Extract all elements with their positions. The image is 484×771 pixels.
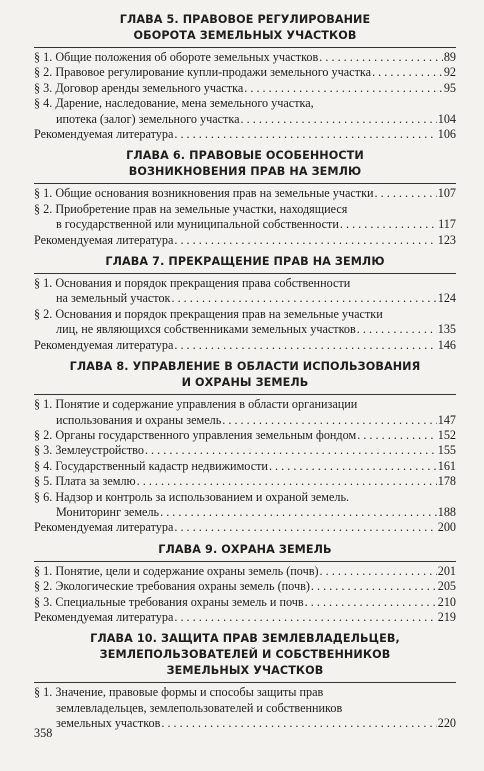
- chapter-title-line: ЗЕМЕЛЬНЫХ УЧАСТКОВ: [166, 664, 324, 678]
- toc-entry-last-line: [34, 505, 456, 520]
- toc-entry-line: § 2. Приобретение прав на земельные участки, находящиеся: [34, 201, 348, 216]
- dot-leader: [244, 81, 443, 96]
- toc-page-ref: 107: [437, 186, 456, 201]
- toc-entry: [34, 610, 456, 625]
- chapter-title: [34, 631, 456, 679]
- dot-leader: [269, 459, 437, 474]
- toc-entry: [34, 564, 456, 579]
- dot-leader: [174, 233, 436, 248]
- chapter-title: [34, 254, 456, 270]
- toc-entry-last-line: [34, 291, 456, 306]
- toc-entry-text: Рекомендуемая литература: [34, 127, 174, 142]
- toc-page-ref: 200: [437, 520, 456, 535]
- toc-entry: [34, 276, 456, 307]
- toc-entry-text: § 3. Специальные требования охраны земель и почв: [34, 594, 304, 609]
- dot-leader: [241, 112, 437, 127]
- chapter-title-line: ГЛАВА 9. ОХРАНА ЗЕМЕЛЬ: [158, 542, 332, 556]
- chapter-title-line: ГЛАВА 5. ПРАВОВОЕ РЕГУЛИРОВАНИЕ: [119, 13, 371, 26]
- dot-leader: [320, 564, 437, 579]
- dot-leader: [160, 505, 437, 520]
- chapter-6: [34, 148, 456, 254]
- dot-leader: [340, 217, 437, 232]
- toc-entry-last-line: [34, 65, 456, 80]
- toc-entry-text: земельных участков: [56, 716, 161, 731]
- toc-entry-last-line: [34, 564, 456, 579]
- chapter-title-line: ЗЕМЛЕПОЛЬЗОВАТЕЛЕЙ И СОБСТВЕННИКОВ: [99, 648, 391, 662]
- table-of-contents: [34, 12, 456, 732]
- toc-page-ref: 104: [437, 111, 456, 126]
- toc-entry-line: § 1. Значение, правовые формы и способы защиты прав: [34, 685, 324, 700]
- chapter-title: [34, 148, 456, 180]
- chapter-7: [34, 254, 456, 359]
- chapter-divider: [34, 682, 456, 683]
- toc-entry-text: Рекомендуемая литература: [34, 609, 174, 624]
- chapter-title-line: ГЛАВА 8. УПРАВЛЕНИЕ В ОБЛАСТИ ИСПОЛЬЗОВАНИЯ: [69, 360, 421, 374]
- toc-entry: [34, 307, 456, 338]
- chapter-title-line: ОБОРОТА ЗЕМЕЛЬНЫХ УЧАСТКОВ: [133, 29, 357, 42]
- toc-entry: [34, 65, 456, 80]
- toc-entry-line: § 1. Основания и порядок прекращения права собственности: [34, 276, 351, 291]
- chapter-title-line: ВОЗНИКНОВЕНИЯ ПРАВ НА ЗЕМЛЮ: [128, 165, 362, 179]
- toc-entry-last-line: [34, 716, 456, 731]
- chapter-title-line: ГЛАВА 7. ПРЕКРАЩЕНИЕ ПРАВ НА ЗЕМЛЮ: [105, 255, 385, 269]
- toc-entry-text: § 3. Землеустройство: [34, 443, 144, 458]
- toc-entry-last-line: [34, 127, 456, 142]
- dot-leader: [174, 338, 436, 353]
- toc-entry-last-line: [34, 233, 456, 248]
- toc-entry-last-line: [34, 474, 456, 489]
- chapter-title-line: И ОХРАНЫ ЗЕМЕЛЬ: [181, 376, 309, 390]
- toc-entry-text: в государственной или муниципальной собственности: [56, 217, 339, 232]
- chapter-divider: [34, 47, 456, 48]
- toc-entry-text: § 1. Общие основания возникновения прав на земельные участки: [34, 186, 374, 201]
- toc-entry-text: Мониторинг земель: [56, 504, 160, 519]
- chapter-9: [34, 542, 456, 632]
- dot-leader: [137, 474, 437, 489]
- toc-entry-line: § 1. Понятие и содержание управления в области организации: [34, 397, 358, 412]
- toc-entry: [34, 96, 456, 127]
- dot-leader: [375, 186, 437, 201]
- toc-entry: [34, 50, 456, 65]
- toc-entry-line: § 6. Надзор и контроль за использованием и охраной земель.: [34, 489, 350, 504]
- toc-entry-text: Рекомендуемая литература: [34, 520, 174, 535]
- toc-entry-text: § 1. Общие положения об обороте земельных участков: [34, 50, 319, 64]
- toc-entry-last-line: [34, 338, 456, 353]
- toc-page-ref: 95: [443, 80, 456, 95]
- dot-leader: [372, 65, 443, 80]
- page-number: 358: [34, 726, 53, 740]
- toc-entry: [34, 595, 456, 610]
- toc-entry: [34, 186, 456, 201]
- chapter-divider: [34, 273, 456, 274]
- chapter-divider: [34, 561, 456, 562]
- chapter-title-line: ГЛАВА 6. ПРАВОВЫЕ ОСОБЕННОСТИ: [126, 149, 364, 163]
- toc-entry: [34, 397, 456, 428]
- toc-entry-last-line: [34, 520, 456, 535]
- toc-entry-last-line: [34, 413, 456, 428]
- toc-page-ref: 123: [437, 232, 456, 247]
- toc-entry-last-line: [34, 50, 456, 65]
- toc-page-ref: 210: [437, 594, 456, 609]
- toc-page-ref: 178: [437, 474, 456, 489]
- toc-entry: [34, 338, 456, 353]
- chapter-divider: [34, 183, 456, 184]
- toc-entry: [34, 579, 456, 594]
- toc-entry-line: § 2. Основания и порядок прекращения прав на земельные участки: [34, 306, 383, 321]
- toc-page-ref: 201: [437, 563, 456, 578]
- toc-entry: [34, 81, 456, 96]
- toc-entry-text: ипотека (залог) земельного участка: [56, 111, 240, 126]
- chapter-title: [34, 12, 456, 44]
- chapter-5: [34, 12, 456, 148]
- toc-entry: [34, 443, 456, 458]
- toc-entry-text: лиц, не являющихся собственниками земельных участков: [56, 322, 356, 337]
- toc-page-ref: 135: [437, 322, 456, 337]
- chapter-8: [34, 359, 456, 542]
- dot-leader: [161, 716, 436, 731]
- toc-page-ref: 188: [437, 504, 456, 519]
- toc-page-ref: 106: [437, 127, 456, 142]
- toc-entry: [34, 202, 456, 233]
- dot-leader: [305, 595, 437, 610]
- toc-entry-text: § 4. Государственный кадастр недвижимости: [34, 458, 268, 473]
- toc-page-ref: 152: [437, 427, 456, 442]
- toc-entry-last-line: [34, 595, 456, 610]
- chapter-title: [34, 542, 456, 558]
- toc-entry-text: Рекомендуемая литература: [34, 232, 174, 247]
- toc-entry-last-line: [34, 610, 456, 625]
- dot-leader: [311, 579, 437, 594]
- toc-entry-text: § 3. Договор аренды земельного участка: [34, 80, 244, 95]
- toc-page-ref: 124: [437, 291, 456, 306]
- chapter-title: [34, 359, 456, 391]
- dot-leader: [171, 291, 436, 306]
- toc-entry-last-line: [34, 428, 456, 443]
- toc-page-ref: 220: [437, 716, 456, 731]
- toc-page-ref: 117: [438, 217, 456, 232]
- dot-leader: [222, 413, 436, 428]
- toc-page-ref: 155: [437, 443, 456, 458]
- chapter-10: [34, 631, 456, 731]
- dot-leader: [357, 428, 437, 443]
- toc-entry-text: использования и охраны земель: [56, 412, 222, 427]
- toc-entry-line: § 4. Дарение, наследование, мена земельного участка,: [34, 96, 314, 111]
- toc-entry: [34, 428, 456, 443]
- toc-entry: [34, 459, 456, 474]
- toc-entry-last-line: [34, 443, 456, 458]
- toc-entry: [34, 474, 456, 489]
- toc-entry: [34, 685, 456, 731]
- toc-entry-last-line: [34, 322, 456, 337]
- chapter-title-line: ГЛАВА 10. ЗАЩИТА ПРАВ ЗЕМЛЕВЛАДЕЛЬЦЕВ,: [90, 632, 400, 646]
- toc-page-ref: 205: [437, 579, 456, 594]
- toc-entry-text: § 2. Экологические требования охраны земель (почв): [34, 579, 310, 594]
- toc-entry-text: Рекомендуемая литература: [34, 337, 174, 352]
- toc-entry: [34, 520, 456, 535]
- dot-leader: [319, 50, 443, 65]
- toc-entry-last-line: [34, 186, 456, 201]
- toc-page-ref: 219: [437, 609, 456, 624]
- toc-entry: [34, 233, 456, 248]
- toc-entry: [34, 490, 456, 521]
- toc-entry-last-line: [34, 112, 456, 127]
- toc-entry-last-line: [34, 81, 456, 96]
- dot-leader: [174, 127, 436, 142]
- toc-page-ref: 146: [437, 337, 456, 352]
- toc-page-ref: 147: [437, 412, 456, 427]
- dot-leader: [357, 322, 437, 337]
- toc-page-ref: 89: [443, 50, 456, 64]
- toc-entry-line: землевладельцев, землепользователей и собственников: [56, 700, 343, 715]
- chapter-divider: [34, 394, 456, 395]
- toc-entry-text: § 2. Правовое регулирование купли-продажи земельного участка: [34, 65, 372, 80]
- toc-entry-text: на земельный участок: [56, 291, 171, 306]
- toc-page-ref: 92: [443, 65, 456, 80]
- dot-leader: [145, 443, 437, 458]
- toc-entry-text: § 1. Понятие, цели и содержание охраны земель (почв): [34, 563, 319, 578]
- toc-entry-text: § 5. Плата за землю: [34, 474, 136, 489]
- toc-entry: [34, 127, 456, 142]
- dot-leader: [174, 610, 436, 625]
- toc-entry-text: § 2. Органы государственного управления земельным фондом: [34, 427, 357, 442]
- dot-leader: [174, 520, 436, 535]
- toc-page-ref: 161: [437, 458, 456, 473]
- toc-entry-last-line: [34, 579, 456, 594]
- toc-entry-last-line: [34, 459, 456, 474]
- toc-entry-last-line: [34, 217, 456, 232]
